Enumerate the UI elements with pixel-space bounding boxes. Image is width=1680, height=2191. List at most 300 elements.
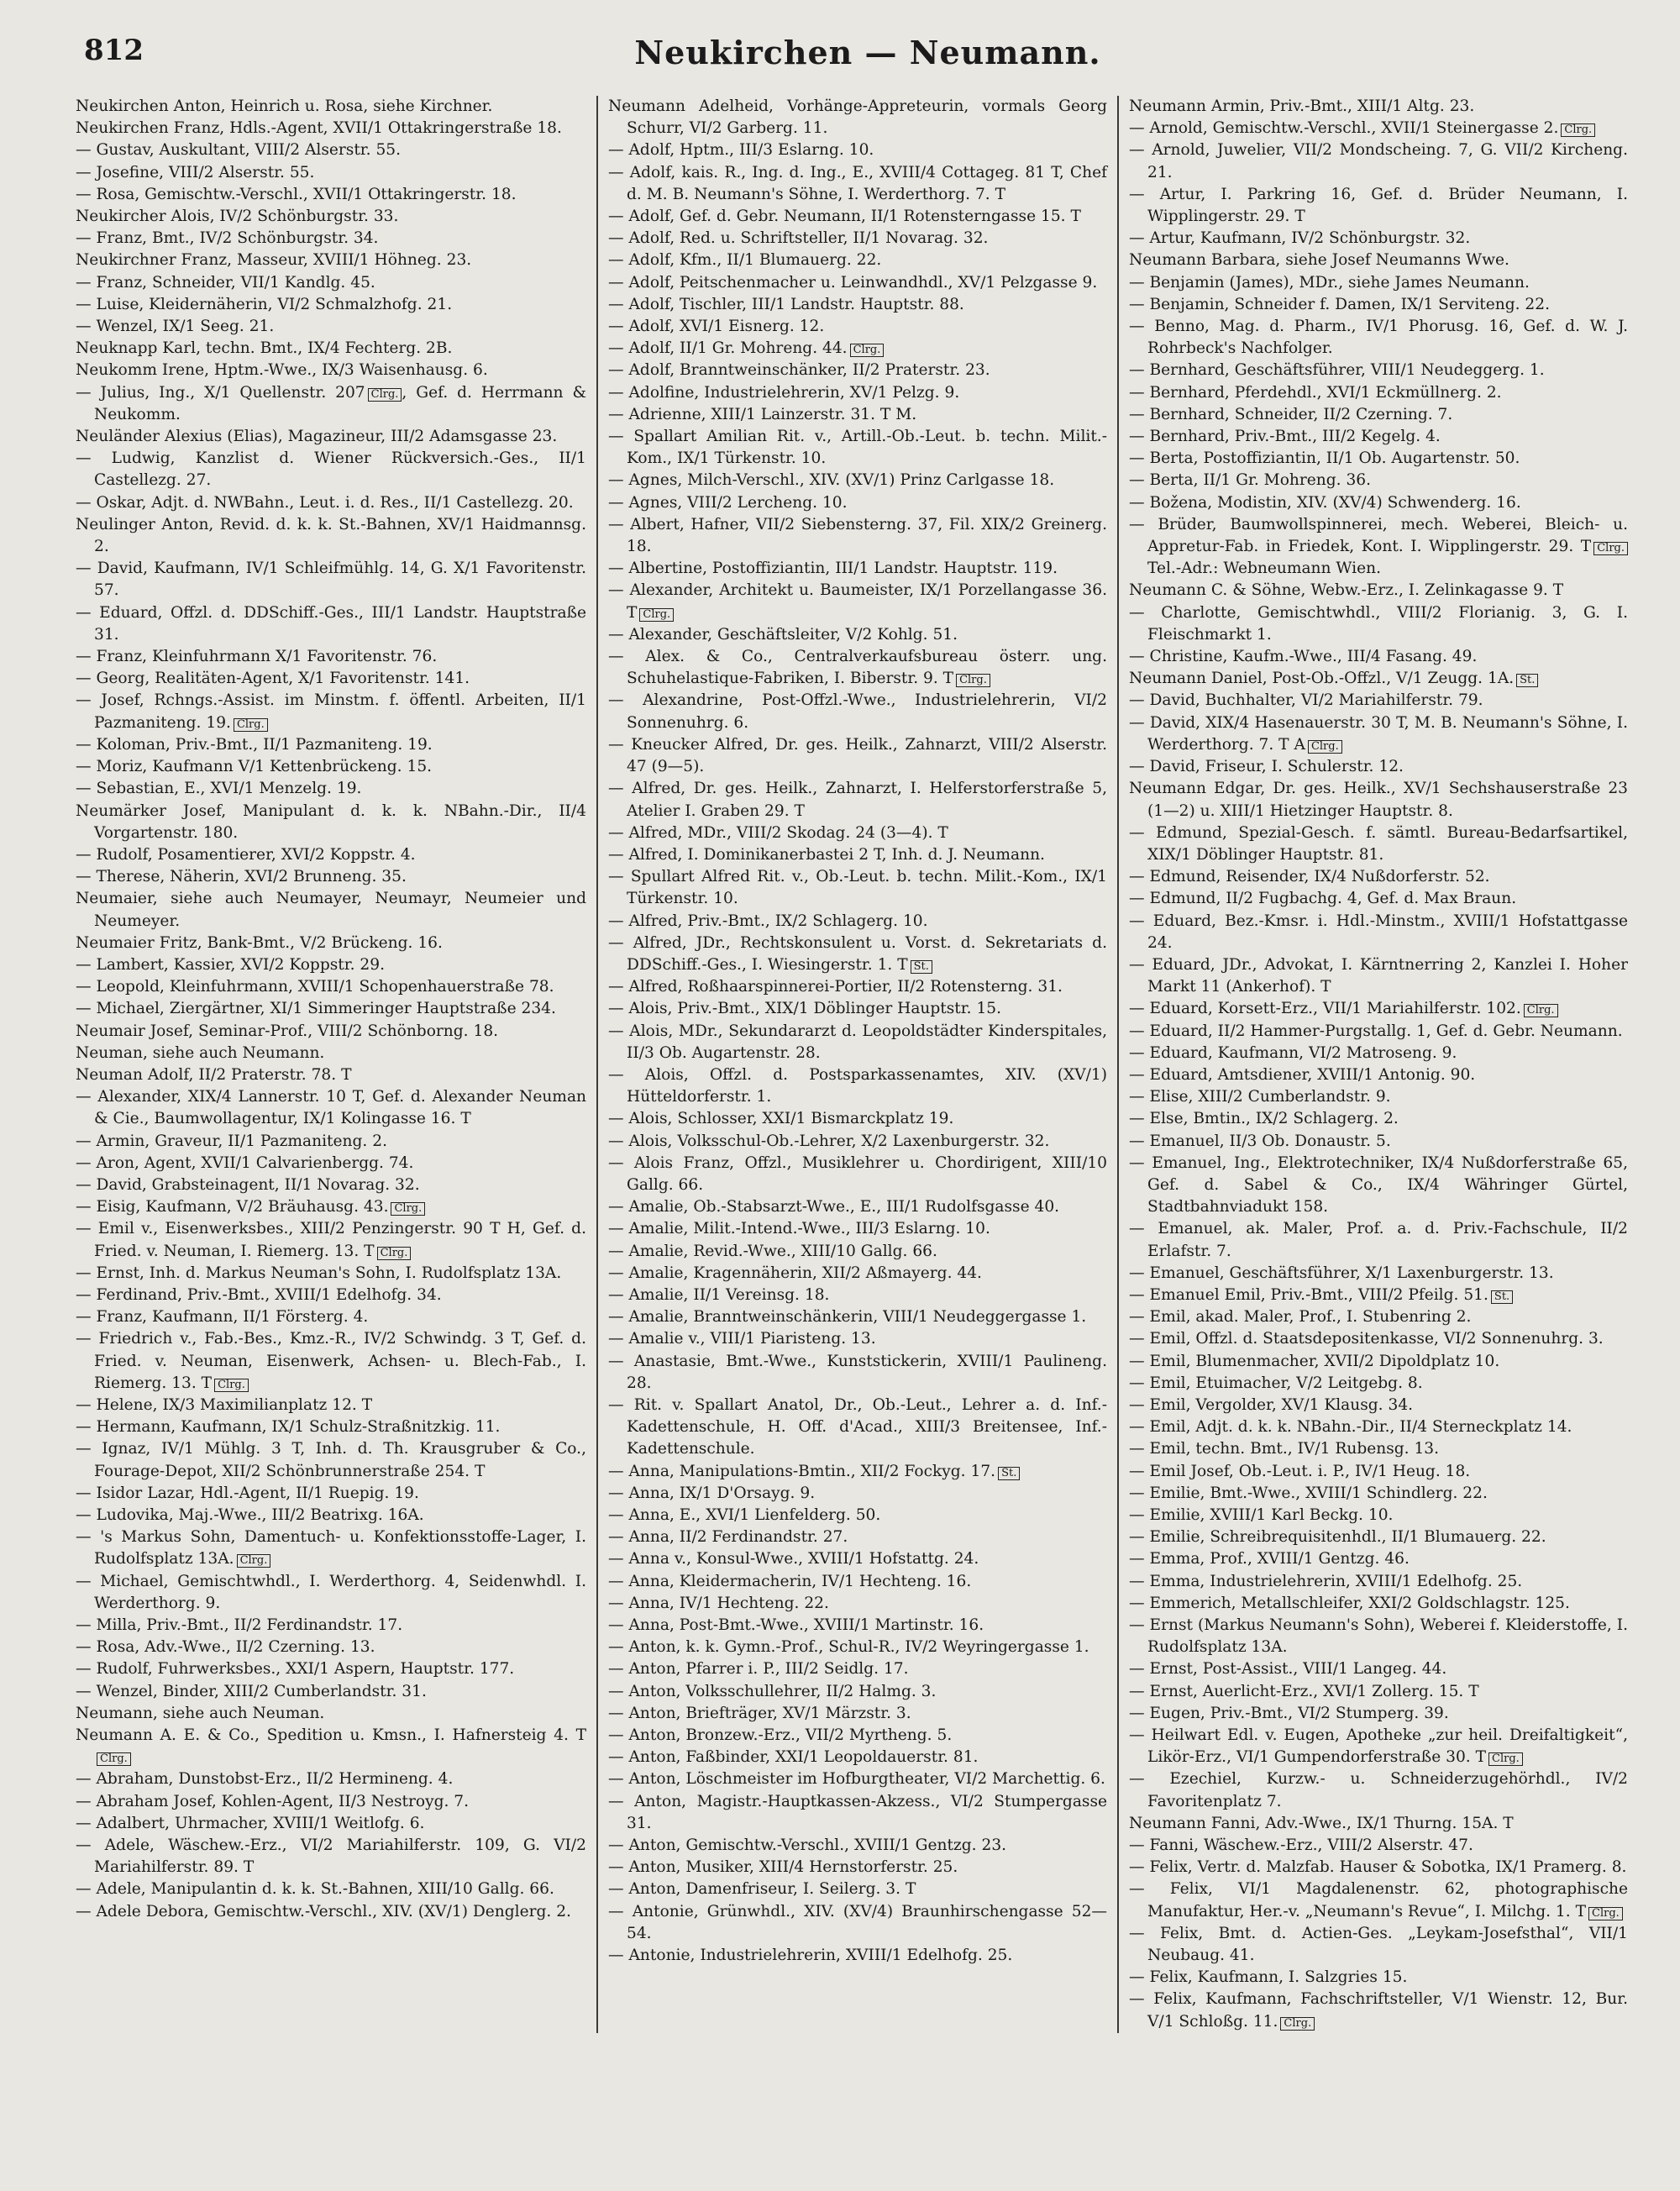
- entry-text: — Friedrich v., Fab.-Bes., Kmz.-R., IV/2 Schwindg. 3 T, Gef. d. Fried. v. Neuman, Eisenwerk, Achsen- u. Blech-Fab., I. Riemerg. 13. T: [76, 1330, 586, 1392]
- directory-entry: [608, 778, 1107, 822]
- entry-text: — Anton, Löschmeister im Hofburgtheater, VI/2 Marchettig. 6.: [608, 1770, 1105, 1789]
- directory-entry: [1129, 1218, 1628, 1262]
- clearing-badge: Clrg.: [368, 388, 402, 402]
- entry-text: — Spallart Amilian Rit. v., Artill.-Ob.-Leut. b. techn. Milit.-Kom., IX/1 Türkenstr. 10.: [608, 428, 1107, 468]
- entry-text: — Eduard, Kaufmann, VI/2 Matroseng. 9.: [1129, 1043, 1457, 1062]
- entry-text: — Ludovika, Maj.-Wwe., III/2 Beatrixg. 16A.: [76, 1506, 424, 1524]
- entry-text: — Ernst, Auerlicht-Erz., XVI/1 Zollerg. 15. T: [1129, 1682, 1479, 1700]
- clearing-badge: St.: [1516, 674, 1538, 687]
- entry-text: — Michael, Ziergärtner, XI/1 Simmeringer Hauptstraße 234.: [76, 1000, 556, 1018]
- directory-entry: [1129, 1989, 1628, 2032]
- entry-text: Neulinger Anton, Revid. d. k. k. St.-Bahnen, XV/1 Haidmannsg. 2.: [76, 515, 586, 556]
- directory-entry: [1129, 272, 1628, 294]
- directory-entry: [1129, 470, 1628, 491]
- directory-entry: [76, 1131, 586, 1153]
- directory-entry: [76, 1021, 586, 1043]
- entry-text: — Berta, II/1 Gr. Mohreng. 36.: [1129, 471, 1372, 490]
- directory-entry: [1129, 1328, 1628, 1350]
- directory-entry: [1129, 1306, 1628, 1328]
- clearing-badge: Clrg.: [237, 1554, 271, 1568]
- entry-text: — Hermann, Kaufmann, IX/1 Schulz-Straßnitzkig. 11.: [76, 1418, 501, 1437]
- directory-entry: [76, 139, 586, 161]
- entry-text: — Benjamin (James), MDr., siehe James Neumann.: [1129, 273, 1530, 292]
- directory-entry: [76, 1395, 586, 1416]
- directory-entry: [76, 272, 586, 294]
- directory-entry: [76, 1813, 586, 1835]
- entry-text: — Alexander, XIX/4 Lannerstr. 10 T, Gef. d. Alexander Neuman & Cie., Baumwollagentur, IX/1 Kolingasse 16. T: [76, 1088, 586, 1128]
- directory-entry: [76, 1416, 586, 1438]
- directory-entry: [608, 470, 1107, 491]
- directory-entry: [608, 1571, 1107, 1593]
- directory-entry: [1129, 1086, 1628, 1108]
- directory-entry: [1129, 1108, 1628, 1130]
- entry-text: — Emil, Blumenmacher, XVII/2 Dipoldplatz 10.: [1129, 1352, 1500, 1370]
- entry-text: Neumann Adelheid, Vorhänge-Appreteurin, vormals Georg Schurr, VI/2 Garberg. 11.: [608, 97, 1107, 138]
- entry-text: — Eduard, II/2 Hammer-Purgstallg. 1, Gef. d. Gebr. Neumann.: [1129, 1022, 1623, 1040]
- directory-entry: [608, 1351, 1107, 1395]
- entry-text: — Anna, IX/1 D'Orsayg. 9.: [608, 1484, 816, 1502]
- directory-entry: [76, 778, 586, 800]
- directory-entry: [608, 1791, 1107, 1835]
- entry-text: — Ferdinand, Priv.-Bmt., XVIII/1 Edelhofg. 34.: [76, 1285, 442, 1304]
- directory-column-2: [596, 96, 1117, 2033]
- directory-entry: [608, 404, 1107, 426]
- entry-text: — Alfred, I. Dominikanerbastei 2 T, Inh. d. J. Neumann.: [608, 845, 1045, 864]
- running-head: Neukirchen — Neumann.: [634, 34, 1101, 71]
- directory-entry: [1129, 1725, 1628, 1768]
- entry-text: — Emanuel, II/3 Ob. Donaustr. 5.: [1129, 1132, 1391, 1150]
- entry-text: — Oskar, Adjt. d. NWBahn., Leut. i. d. Res., II/1 Castellezg. 20.: [76, 493, 574, 512]
- entry-text: — Adolf, Peitschenmacher u. Leinwandhdl., XV/1 Pelzgasse 9.: [608, 273, 1098, 292]
- directory-entry: [1129, 690, 1628, 712]
- entry-text-continued: , Gef. d. Herrmann & Neukomm.: [94, 383, 586, 423]
- entry-text: — Eduard, Bez.-Kmsr. i. Hdl.-Minstm., XVIII/1 Hofstattgasse 24.: [1129, 912, 1628, 952]
- entry-text: — Adolf, Red. u. Schriftsteller, II/1 Novarag. 32.: [608, 229, 989, 248]
- entry-text: Neumann Daniel, Post-Ob.-Offzl., V/1 Zeugg. 1A.: [1129, 670, 1515, 688]
- directory-entry: [1129, 360, 1628, 381]
- entry-text: — Emil, Offzl. d. Staatsdepositenkasse, VI/2 Sonnenuhrg. 3.: [1129, 1330, 1604, 1348]
- directory-entry: [1129, 492, 1628, 514]
- entry-text: — Anna v., Konsul-Wwe., XVIII/1 Hofstattg. 24.: [608, 1550, 979, 1568]
- entry-text: — Christine, Kaufm.-Wwe., III/4 Fasang. 49.: [1129, 648, 1478, 666]
- clearing-badge: St.: [1491, 1290, 1513, 1304]
- entry-text: — Amalie, Revid.-Wwe., XIII/10 Gallg. 66.: [608, 1242, 937, 1260]
- entry-text: — Amalie, Ob.-Stabsarzt-Wwe., E., III/1 Rudolfsgasse 40.: [608, 1198, 1060, 1216]
- directory-entry: [76, 976, 586, 998]
- entry-text: — Eduard, Korsett-Erz., VII/1 Mariahilferstr. 102.: [1129, 1000, 1521, 1018]
- entry-text: — Anna, IV/1 Hechteng. 22.: [608, 1594, 829, 1612]
- directory-entry: [608, 690, 1107, 733]
- entry-text: — Franz, Kleinfuhrmann X/1 Favoritenstr. 76.: [76, 648, 438, 666]
- clearing-badge: St.: [998, 1467, 1020, 1480]
- entry-text: — Adolf, II/1 Gr. Mohreng. 44.: [608, 339, 848, 358]
- entry-text: Neukomm Irene, Hptm.-Wwe., IX/3 Waisenhausg. 6.: [76, 361, 488, 380]
- entry-text: — Anton, Briefträger, XV/1 Märzstr. 3.: [608, 1704, 911, 1722]
- entry-text: — Wenzel, IX/1 Seeg. 21.: [76, 318, 275, 336]
- entry-text: — Luise, Kleidernäherin, VI/2 Schmalzhofg. 21.: [76, 295, 453, 313]
- entry-text: — Alois, MDr., Sekundararzt d. Leopoldstädter Kinderspitales, II/3 Ob. Augartenstr. 28.: [608, 1022, 1107, 1062]
- entry-text: Neukirchen Anton, Heinrich u. Rosa, siehe Kirchner.: [76, 97, 493, 115]
- directory-entry: [76, 1306, 586, 1328]
- entry-text: Neumaier Fritz, Bank-Bmt., V/2 Brückeng. 16.: [76, 933, 443, 952]
- entry-text: — Benno, Mag. d. Pharm., IV/1 Phorusg. 16, Gef. d. W. J. Rohrbeck's Nachfolger.: [1129, 318, 1628, 358]
- entry-text: Neumann, siehe auch Neuman.: [76, 1704, 325, 1722]
- entry-text: — Armin, Graveur, II/1 Pazmaniteng. 2.: [76, 1132, 387, 1150]
- entry-text: — Emilie, Schreibrequisitenhdl., II/1 Blumauerg. 22.: [1129, 1528, 1546, 1547]
- entry-text: — Emil, Vergolder, XV/1 Klausg. 34.: [1129, 1395, 1414, 1414]
- entry-text: — Elise, XIII/2 Cumberlandstr. 9.: [1129, 1088, 1391, 1106]
- clearing-badge: Clrg.: [850, 344, 885, 357]
- directory-entry: [608, 1725, 1107, 1747]
- directory-entry: [76, 734, 586, 756]
- directory-entry: [76, 316, 586, 338]
- entry-text: — Emil, akad. Maler, Prof., I. Stubenring 2.: [1129, 1308, 1472, 1327]
- directory-entry: [1129, 954, 1628, 998]
- directory-entry: [1129, 404, 1628, 426]
- directory-column-1: [76, 96, 596, 2033]
- directory-entry: [608, 1835, 1107, 1857]
- entry-text: — Edmund, Reisender, IX/4 Nußdorferstr. 52.: [1129, 868, 1490, 886]
- entry-text: — Milla, Priv.-Bmt., II/2 Ferdinandstr. 17.: [76, 1616, 403, 1635]
- directory-entry: [1129, 1064, 1628, 1086]
- entry-text: Neuman, siehe auch Neumann.: [76, 1043, 325, 1062]
- directory-entry: [1129, 118, 1628, 139]
- entry-text: — Franz, Bmt., IV/2 Schönburgstr. 34.: [76, 229, 379, 248]
- directory-entry: [608, 1526, 1107, 1548]
- entry-text: — Anastasie, Bmt.-Wwe., Kunststickerin, XVIII/1 Paulineng. 28.: [608, 1352, 1107, 1392]
- clearing-badge: Clrg.: [1488, 1752, 1523, 1766]
- entry-text: — Alfred, Roßhaarspinnerei-Portier, II/2 Rotensterng. 31.: [608, 978, 1063, 996]
- directory-entry: [1129, 1526, 1628, 1548]
- directory-entry: [76, 1483, 586, 1505]
- directory-entry: [608, 1768, 1107, 1790]
- directory-entry: [608, 162, 1107, 206]
- directory-entry: [608, 1021, 1107, 1064]
- directory-entry: [76, 602, 586, 646]
- entry-text: — Eugen, Priv.-Bmt., VI/2 Stumperg. 39.: [1129, 1704, 1449, 1722]
- directory-entry: [1129, 866, 1628, 888]
- directory-entry: [608, 294, 1107, 316]
- entry-text: — Emanuel, Ing., Elektrotechniker, IX/4 Nußdorferstraße 65, Gef. d. Sabel & Co., IX/4 Währinger Gürtel, Stadtbahnviadukt 158.: [1129, 1153, 1628, 1216]
- directory-entry: [76, 1725, 586, 1768]
- entry-text: — Helene, IX/3 Maximilianplatz 12. T: [76, 1395, 373, 1414]
- entry-text: — Artur, Kaufmann, IV/2 Schönburgstr. 32.: [1129, 229, 1471, 248]
- directory-entry: [608, 976, 1107, 998]
- directory-entry: [76, 866, 586, 888]
- clearing-badge: Clrg.: [234, 718, 268, 732]
- entry-text: — Emil Josef, Ob.-Leut. i. P., IV/1 Heug. 18.: [1129, 1462, 1471, 1480]
- directory-entry: [1129, 1461, 1628, 1483]
- entry-text: — Amalie, Milit.-Intend.-Wwe., III/3 Eslarng. 10.: [608, 1220, 990, 1238]
- entry-text: — Anton, Musiker, XIII/4 Hernstorferstr. 25.: [608, 1858, 958, 1877]
- directory-entry: [608, 1483, 1107, 1505]
- directory-columns: [76, 96, 1660, 2033]
- directory-entry: [76, 1153, 586, 1174]
- directory-entry: [608, 558, 1107, 580]
- directory-entry: [76, 360, 586, 381]
- directory-entry: [608, 1285, 1107, 1306]
- entry-text: — Ezechiel, Kurzw.- u. Schneiderzugehörhdl., IV/2 Favoritenplatz 7.: [1129, 1770, 1628, 1810]
- directory-entry: [1129, 1021, 1628, 1043]
- directory-entry: [1129, 1548, 1628, 1570]
- entry-text: — Anton, k. k. Gymn.-Prof., Schul-R., IV/2 Weyringergasse 1.: [608, 1638, 1089, 1657]
- entry-text: — Antonie, Grünwhdl., XIV. (XV/4) Braunhirschengasse 52—54.: [608, 1902, 1107, 1942]
- directory-entry: [1129, 448, 1628, 470]
- entry-text: — Rudolf, Fuhrwerksbes., XXI/1 Aspern, Hauptstr. 177.: [76, 1660, 515, 1679]
- directory-entry: [608, 1548, 1107, 1570]
- directory-entry: [76, 514, 586, 558]
- entry-text: — Felix, Vertr. d. Malzfab. Hauser & Sobotka, IX/1 Pramerg. 8.: [1129, 1858, 1627, 1877]
- directory-entry: [76, 228, 586, 250]
- entry-text: — Eduard, Offzl. d. DDSchiff.-Ges., III/1 Landstr. Hauptstraße 31.: [76, 603, 586, 644]
- entry-text: Neukirchner Franz, Masseur, XVIII/1 Höhneg. 23.: [76, 251, 472, 270]
- directory-entry: [76, 1571, 586, 1615]
- directory-entry: [608, 1196, 1107, 1218]
- entry-text-continued: Tel.-Adr.: Webneumann Wien.: [1147, 560, 1382, 578]
- entry-text: — Edmund, II/2 Fugbachg. 4, Gef. d. Max Braun.: [1129, 890, 1517, 908]
- directory-entry: [608, 911, 1107, 933]
- directory-entry: [76, 184, 586, 206]
- entry-text: — Alois Franz, Offzl., Musiklehrer u. Chordirigent, XIII/10 Gallg. 66.: [608, 1153, 1107, 1194]
- directory-entry: [76, 888, 586, 932]
- entry-text: — Adolf, Hptm., III/3 Eslarng. 10.: [608, 141, 874, 160]
- entry-text: — Adolf, kais. R., Ing. d. Ing., E., XVIII/4 Cottageg. 81 T, Chef d. M. B. Neumann's Söhne, I. Werderthorg. 7. T: [608, 163, 1107, 203]
- entry-text: — Alois, Offzl. d. Postsparkassenamtes, XIV. (XV/1) Hütteldorferstr. 1.: [608, 1065, 1107, 1106]
- clearing-badge: Clrg.: [639, 608, 674, 622]
- directory-entry: [608, 360, 1107, 381]
- directory-entry: [1129, 1593, 1628, 1615]
- directory-entry: [1129, 1813, 1628, 1835]
- directory-entry: [1129, 228, 1628, 250]
- directory-entry: [608, 580, 1107, 623]
- entry-text: Neuman Adolf, II/2 Praterstr. 78. T: [76, 1065, 352, 1084]
- entry-text: — Julius, Ing., X/1 Quellenstr. 207: [76, 383, 365, 402]
- clearing-badge: Clrg.: [97, 1752, 131, 1766]
- entry-text: — Amalie v., VIII/1 Piaristeng. 13.: [608, 1330, 876, 1348]
- directory-entry: [1129, 998, 1628, 1020]
- entry-text: — Emma, Industrielehrerin, XVIII/1 Edelhofg. 25.: [1129, 1572, 1523, 1590]
- directory-entry: [1129, 1615, 1628, 1658]
- directory-entry: [608, 844, 1107, 866]
- entry-text: — Anton, Volksschullehrer, II/2 Halmg. 3.: [608, 1682, 937, 1700]
- directory-entry: [76, 1174, 586, 1196]
- entry-text: Neumärker Josef, Manipulant d. k. k. NBahn.-Dir., II/4 Vorgartenstr. 180.: [76, 801, 586, 842]
- directory-entry: [76, 844, 586, 866]
- directory-entry: [608, 1637, 1107, 1658]
- directory-entry: [1129, 1416, 1628, 1438]
- directory-entry: [76, 1703, 586, 1725]
- directory-entry: [1129, 1857, 1628, 1878]
- entry-text: — Amalie, Kragennäherin, XII/2 Aßmayerg. 44.: [608, 1264, 982, 1282]
- directory-entry: [608, 1681, 1107, 1703]
- entry-text: — Alfred, Dr. ges. Heilk., Zahnarzt, I. Helferstorferstraße 5, Atelier I. Graben 29. T: [608, 780, 1107, 820]
- entry-text: — Franz, Schneider, VII/1 Kandlg. 45.: [76, 273, 375, 292]
- entry-text: — Anna, Post-Bmt.-Wwe., XVIII/1 Martinstr. 16.: [608, 1616, 984, 1635]
- directory-entry: [608, 1901, 1107, 1945]
- entry-text: — Adele, Manipulantin d. k. k. St.-Bahnen, XIII/10 Gallg. 66.: [76, 1880, 554, 1899]
- directory-entry: [1129, 1351, 1628, 1373]
- entry-text: — Anton, Pfarrer i. P., III/2 Seidlg. 17.: [608, 1660, 909, 1679]
- directory-entry: [1129, 1153, 1628, 1219]
- entry-text: — Božena, Modistin, XIV. (XV/4) Schwenderg. 16.: [1129, 493, 1521, 512]
- directory-entry: [76, 1263, 586, 1285]
- clearing-badge: Clrg.: [1593, 542, 1628, 555]
- directory-entry: [608, 1131, 1107, 1153]
- directory-column-3: [1117, 96, 1638, 2033]
- page-header: [76, 34, 1660, 77]
- entry-text: — Alfred, MDr., VIII/2 Skodag. 24 (3—4). T: [608, 823, 948, 842]
- entry-text: — Alois, Priv.-Bmt., XIX/1 Döblinger Hauptstr. 15.: [608, 1000, 1002, 1018]
- directory-entry: [76, 1438, 586, 1482]
- directory-entry: [1129, 911, 1628, 954]
- directory-entry: [608, 1241, 1107, 1263]
- entry-text: — Emanuel Emil, Priv.-Bmt., VIII/2 Pfeilg. 51.: [1129, 1285, 1488, 1304]
- directory-entry: [76, 1835, 586, 1878]
- directory-entry: [76, 1064, 586, 1086]
- directory-entry: [1129, 1878, 1628, 1922]
- directory-entry: [608, 866, 1107, 910]
- directory-entry: [76, 96, 586, 118]
- entry-text: — Alexander, Architekt u. Baumeister, IX/1 Porzellangasse 36. T: [608, 581, 1107, 622]
- directory-entry: [1129, 514, 1628, 581]
- clearing-badge: Clrg.: [1588, 1907, 1623, 1920]
- directory-entry: [1129, 1681, 1628, 1703]
- entry-text: — Artur, I. Parkring 16, Gef. d. Brüder Neumann, I. Wipplingerstr. 29. T: [1129, 185, 1628, 226]
- entry-text: — Amalie, Branntweinschänkerin, VIII/1 Neudeggergasse 1.: [608, 1308, 1087, 1327]
- entry-text: — Emil, Etuimacher, V/2 Leitgebg. 8.: [1129, 1374, 1423, 1392]
- entry-text: — Emilie, Bmt.-Wwe., XVIII/1 Schindlerg. 22.: [1129, 1484, 1488, 1502]
- directory-entry: [608, 1703, 1107, 1725]
- clearing-badge: Clrg.: [391, 1202, 425, 1216]
- directory-entry: [1129, 1835, 1628, 1857]
- entry-text: — David, Buchhalter, VI/2 Mariahilferstr. 79.: [1129, 691, 1483, 710]
- entry-text: — Anna, E., XVI/1 Lienfelderg. 50.: [608, 1506, 881, 1524]
- directory-entry: [608, 1857, 1107, 1878]
- entry-text: — Felix, VI/1 Magdalenenstr. 62, photographische Manufaktur, Her.-v. „Neumann's Revue“, I. Milchg. 1. T: [1129, 1880, 1628, 1920]
- entry-text: — Alexander, Geschäftsleiter, V/2 Kohlg. 51.: [608, 625, 958, 644]
- entry-text: — Emmerich, Metallschleifer, XXI/2 Goldschlagstr. 125.: [1129, 1594, 1570, 1612]
- entry-text: — Emil, Adjt. d. k. k. NBahn.-Dir., II/4 Sterneckplatz 14.: [1129, 1418, 1572, 1437]
- directory-entry: [1129, 1438, 1628, 1460]
- entry-text: — Fanni, Wäschew.-Erz., VIII/2 Alserstr. 47.: [1129, 1836, 1473, 1855]
- directory-entry: [76, 426, 586, 448]
- directory-entry: [76, 998, 586, 1020]
- entry-text: — Albertine, Postoffiziantin, III/1 Landstr. Hauptstr. 119.: [608, 560, 1058, 578]
- directory-entry: [1129, 1658, 1628, 1680]
- entry-text: — Ludwig, Kanzlist d. Wiener Rückversich.-Ges., II/1 Castellezg. 27.: [76, 449, 586, 490]
- directory-entry: [1129, 822, 1628, 866]
- entry-text: Neumann Edgar, Dr. ges. Heilk., XV/1 Sechshauserstraße 23 (1—2) u. XIII/1 Hietzinger Hauptstr. 8.: [1129, 780, 1628, 820]
- entry-text: — 's Markus Sohn, Damentuch- u. Konfektionsstoffe-Lager, I. Rudolfsplatz 13A.: [76, 1528, 586, 1568]
- directory-entry: [608, 1064, 1107, 1108]
- directory-entry: [608, 250, 1107, 271]
- directory-entry: [1129, 756, 1628, 778]
- entry-text: Neukircher Alois, IV/2 Schönburgstr. 33.: [76, 208, 399, 226]
- entry-text: — Emil v., Eisenwerksbes., XIII/2 Penzingerstr. 90 T H, Gef. d. Fried. v. Neuman, I. Riemerg. 13. T: [76, 1220, 586, 1260]
- directory-entry: [1129, 1571, 1628, 1593]
- directory-entry: [1129, 778, 1628, 822]
- entry-text: — Ignaz, IV/1 Mühlg. 3 T, Inh. d. Th. Krausgruber & Co., Fourage-Depot, XII/2 Schönbrunnerstraße 254. T: [76, 1440, 586, 1480]
- entry-text: — Koloman, Priv.-Bmt., II/1 Pazmaniteng. 19.: [76, 735, 433, 754]
- directory-entry: [76, 1637, 586, 1658]
- entry-text: — Rit. v. Spallart Anatol, Dr., Ob.-Leut., Lehrer a. d. Inf.-Kadettenschule, H. Off. d'Acad., XIII/3 Breitensee, Inf.-Kadettenschule.: [608, 1395, 1107, 1458]
- directory-entry: [608, 1505, 1107, 1526]
- entry-text: — Rosa, Gemischtw.-Verschl., XVII/1 Ottakringerstr. 18.: [76, 185, 517, 203]
- entry-text: — Adolf, Tischler, III/1 Landstr. Hauptstr. 88.: [608, 295, 964, 313]
- directory-entry: [1129, 888, 1628, 910]
- directory-entry: [608, 998, 1107, 1020]
- entry-text: — Ernst, Post-Assist., VIII/1 Langeg. 44.: [1129, 1660, 1447, 1679]
- directory-entry: [76, 448, 586, 491]
- entry-text: — Adolf, Gef. d. Gebr. Neumann, II/1 Rotensterngasse 15. T: [608, 208, 1081, 226]
- entry-text: — Antonie, Industrielehrerin, XVIII/1 Edelhofg. 25.: [608, 1947, 1013, 1965]
- directory-entry: [76, 250, 586, 271]
- entry-text: — David, Friseur, I. Schulerstr. 12.: [1129, 758, 1404, 776]
- entry-text: — Adele, Wäschew.-Erz., VI/2 Mariahilferstr. 109, G. VI/2 Mariahilferstr. 89. T: [76, 1836, 586, 1877]
- directory-entry: [76, 558, 586, 602]
- directory-entry: [608, 822, 1107, 844]
- directory-entry: [608, 624, 1107, 646]
- directory-entry: [1129, 139, 1628, 183]
- directory-entry: [1129, 580, 1628, 602]
- entry-text: — Heilwart Edl. v. Eugen, Apotheke „zur heil. Dreifaltigkeit“, Likör-Erz., VI/1 Gumpendorferstraße 30. T: [1129, 1726, 1628, 1767]
- entry-text: — Moriz, Kaufmann V/1 Kettenbrückeng. 15.: [76, 758, 433, 776]
- entry-text: — Spullart Alfred Rit. v., Ob.-Leut. b. techn. Milit.-Kom., IX/1 Türkenstr. 10.: [608, 868, 1107, 908]
- entry-text: — Adalbert, Uhrmacher, XVIII/1 Weitlofg. 6.: [76, 1814, 425, 1832]
- directory-entry: [1129, 294, 1628, 316]
- entry-text: — Albert, Hafner, VII/2 Siebensterng. 37, Fil. XIX/2 Greinerg. 18.: [608, 515, 1107, 556]
- directory-entry: [1129, 1395, 1628, 1416]
- directory-entry: [1129, 1505, 1628, 1526]
- entry-text: — Therese, Näherin, XVI/2 Brunneng. 35.: [76, 868, 407, 886]
- entry-text: — Benjamin, Schneider f. Damen, IX/1 Serviteng. 22.: [1129, 295, 1551, 313]
- entry-text: — Rosa, Adv.-Wwe., II/2 Czerning. 13.: [76, 1638, 375, 1657]
- directory-entry: [1129, 1373, 1628, 1395]
- directory-entry: [608, 646, 1107, 690]
- entry-text: — Abraham, Dunstobst-Erz., II/2 Hermineng. 4.: [76, 1770, 454, 1789]
- entry-text: — Else, Bmtin., IX/2 Schlagerg. 2.: [1129, 1110, 1399, 1128]
- directory-entry: [1129, 1043, 1628, 1064]
- entry-text: Neumaier, siehe auch Neumayer, Neumayr, Neumeier und Neumeyer.: [76, 890, 586, 930]
- directory-entry: [608, 96, 1107, 139]
- directory-entry: [608, 734, 1107, 778]
- entry-text: — Brüder, Baumwollspinnerei, mech. Weberei, Bleich- u. Appretur-Fab. in Friedek, Kont. I. Wipplingerstr. 29. T: [1129, 515, 1628, 556]
- entry-text: Neumann A. E. & Co., Spedition u. Kmsn., I. Hafnersteig 4. T: [76, 1726, 586, 1745]
- directory-entry: [76, 1328, 586, 1395]
- directory-entry: [76, 1526, 586, 1570]
- clearing-badge: Clrg.: [377, 1247, 412, 1260]
- directory-entry: [76, 933, 586, 954]
- clearing-badge: Clrg.: [1280, 2017, 1315, 2031]
- directory-entry: [76, 1658, 586, 1680]
- entry-text: — Wenzel, Binder, XIII/2 Cumberlandstr. 31.: [76, 1682, 427, 1700]
- entry-text: — Franz, Kaufmann, II/1 Försterg. 4.: [76, 1308, 369, 1327]
- directory-entry: [1129, 1768, 1628, 1812]
- directory-entry: [1129, 712, 1628, 756]
- directory-entry: [608, 1747, 1107, 1768]
- directory-entry: [76, 1878, 586, 1900]
- entry-text: — Bernhard, Priv.-Bmt., III/2 Kegelg. 4.: [1129, 428, 1441, 446]
- directory-entry: [608, 1593, 1107, 1615]
- directory-entry: [76, 492, 586, 514]
- entry-text: — Lambert, Kassier, XVI/2 Koppstr. 29.: [76, 955, 385, 974]
- entry-text: — Felix, Kaufmann, I. Salzgries 15.: [1129, 1968, 1408, 1987]
- clearing-badge: Clrg.: [1524, 1004, 1558, 1017]
- entry-text: Neumair Josef, Seminar-Prof., VIII/2 Schönborng. 18.: [76, 1022, 499, 1040]
- directory-entry: [1129, 668, 1628, 690]
- entry-text: — Anton, Bronzew.-Erz., VII/2 Myrtheng. 5.: [608, 1726, 953, 1745]
- entry-text: — Adolf, Branntweinschänker, II/2 Praterstr. 23.: [608, 361, 990, 380]
